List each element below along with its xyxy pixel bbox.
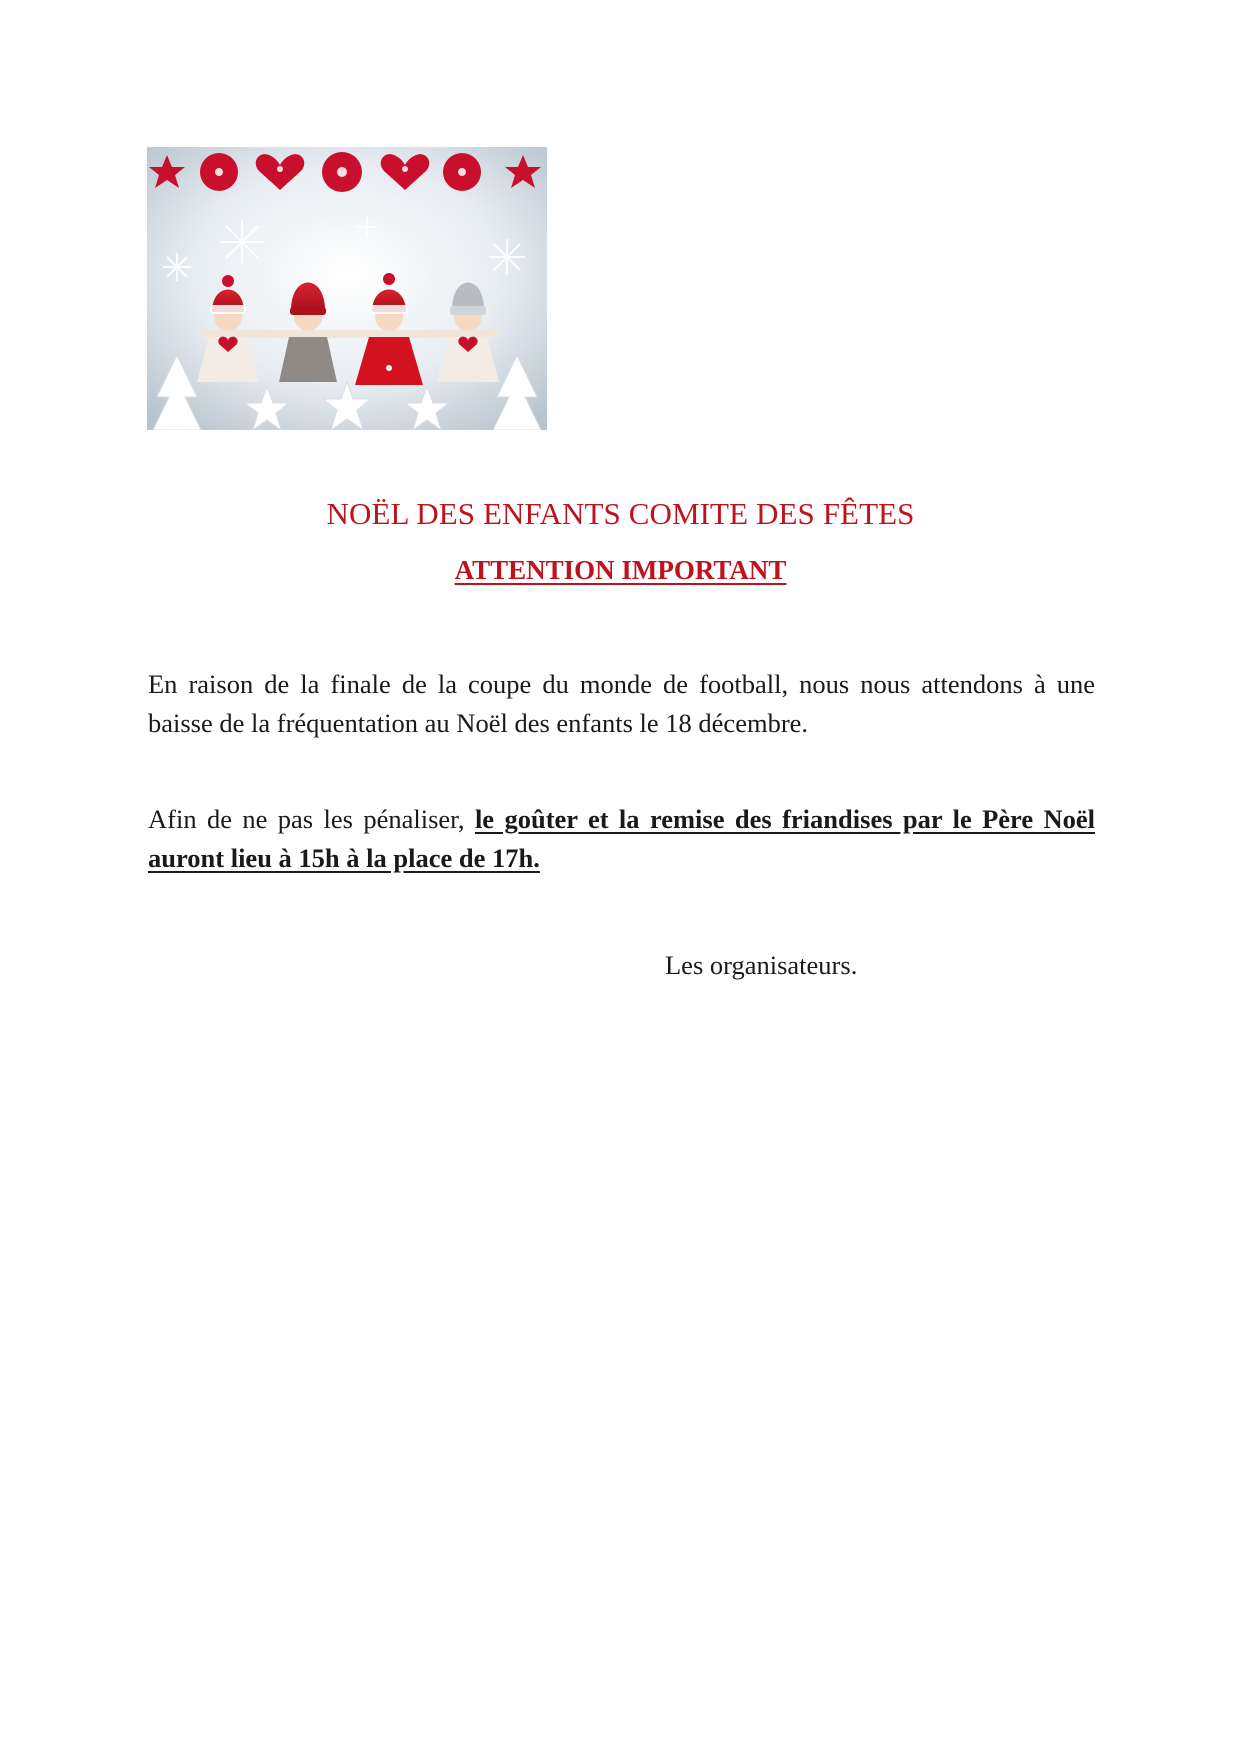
notice-paragraph-second [148,800,1095,878]
notice-paragraph-first: En raison de la finale de la coupe du monde de football, nous nous attendons à une baisse de la fréquentation au Noël des enfants le 18 décembre. [148,669,1095,738]
page-title: NOËL DES ENFANTS COMITE DES FÊTES [326,496,915,531]
christmas-dolls-image [147,147,547,430]
notice-schedule-change: le goûter et la remise des friandises par le Père Noël auront lieu à 15h à la place de 17h. [148,804,1095,873]
notice-paragraph-intro: Afin de ne pas les pénaliser, [148,804,475,834]
signature: Les organisateurs. [665,950,858,980]
notice-subtitle: ATTENTION IMPORTANT [454,555,787,585]
